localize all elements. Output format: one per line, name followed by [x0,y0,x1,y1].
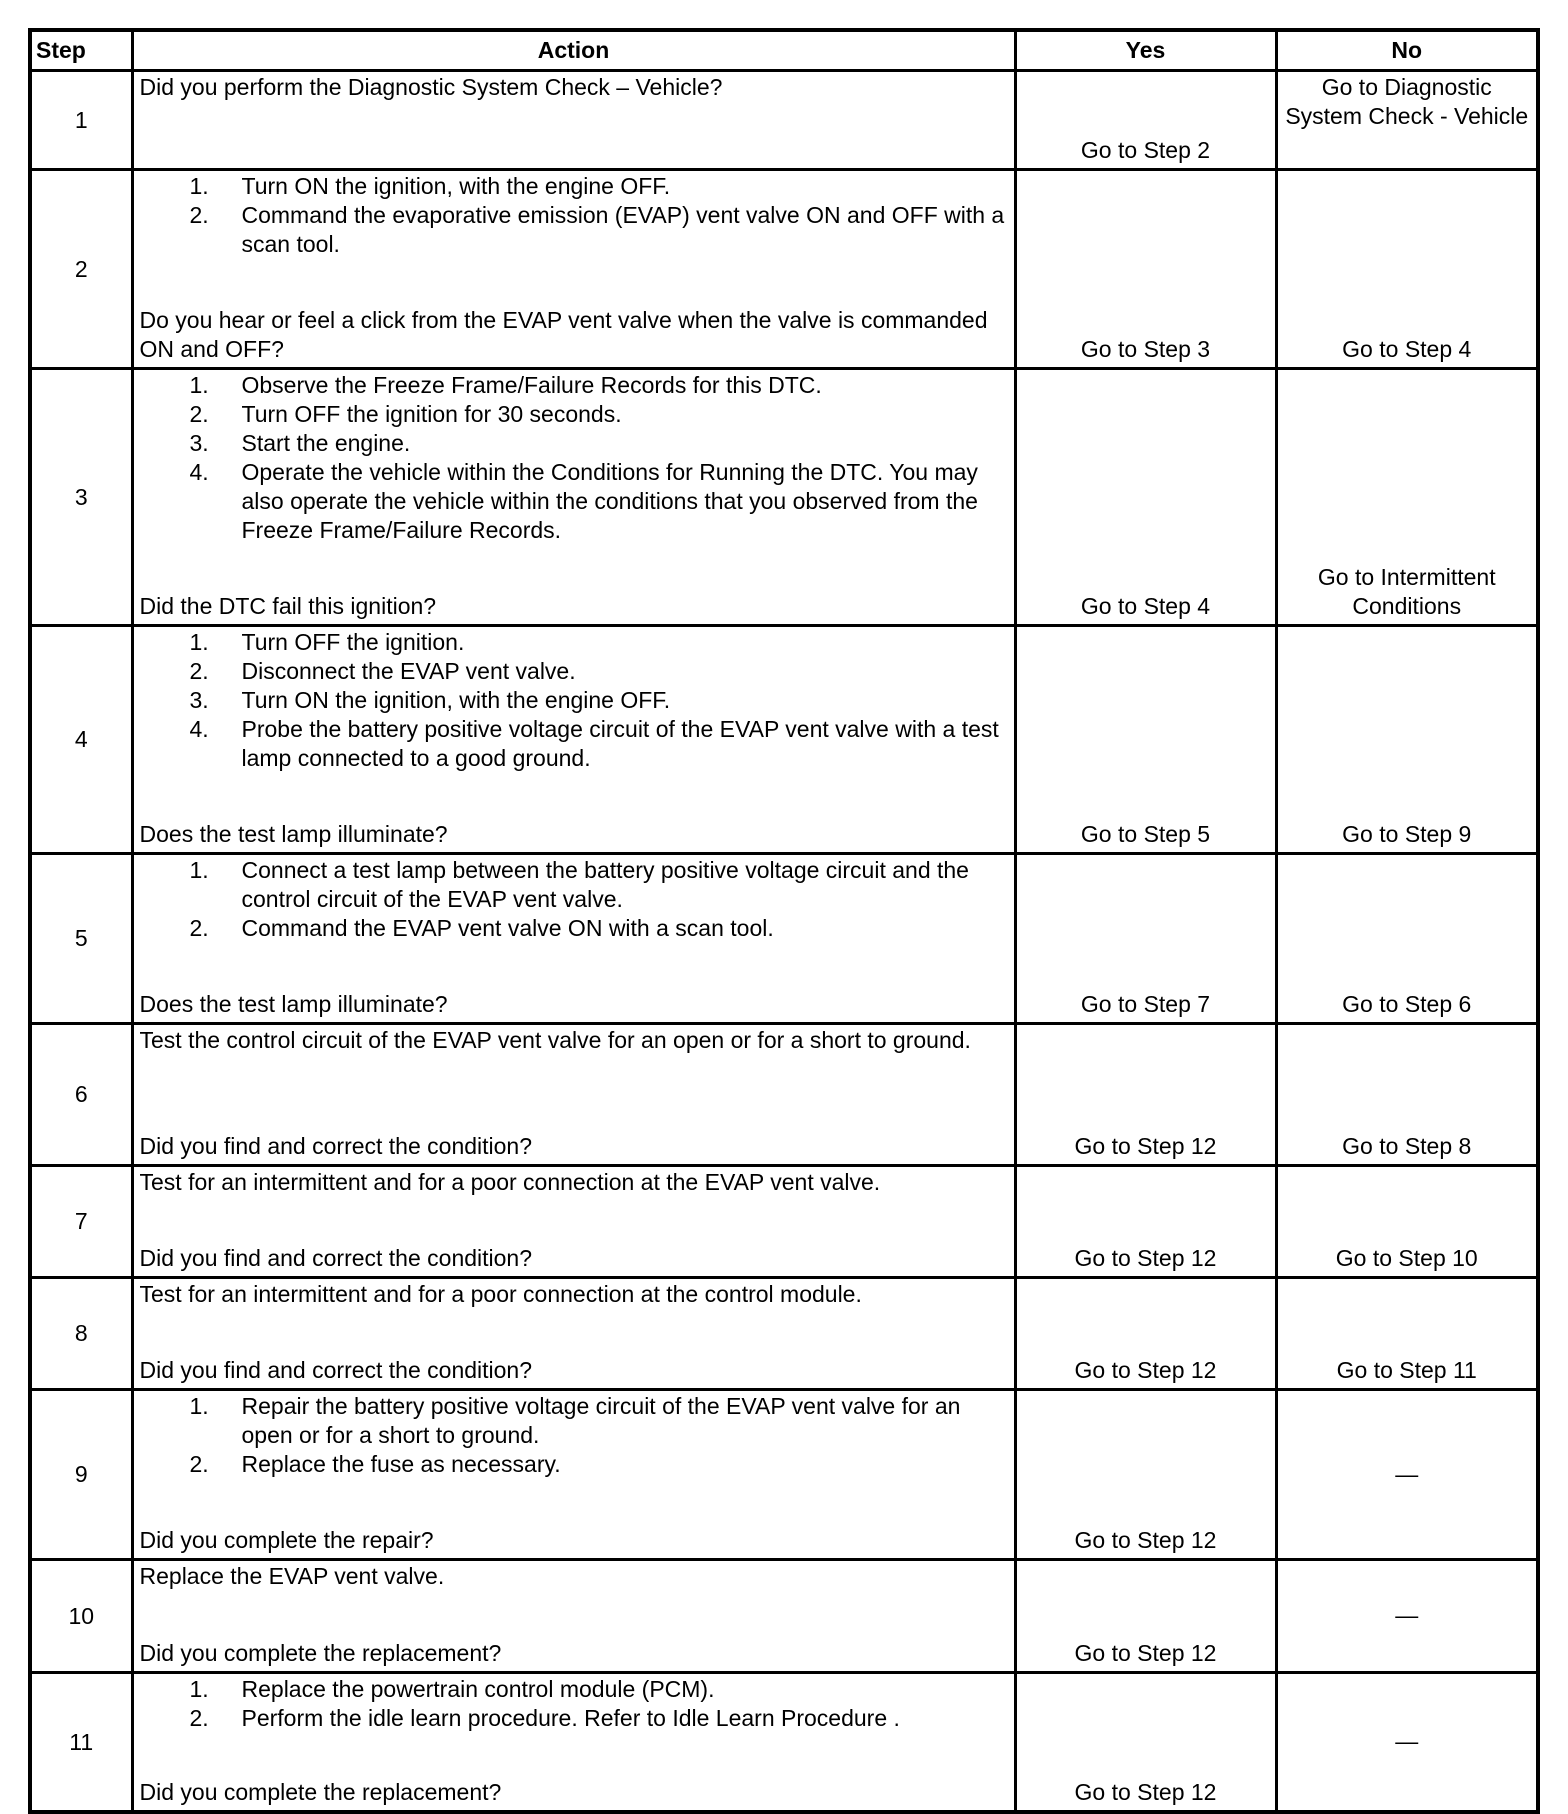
action-intro: Test for an intermittent and for a poor connection at the control module. [139,1281,862,1307]
action-question: Did you complete the replacement? [139,1640,502,1666]
step-item-number: 1. [189,629,209,655]
step-item-text: Connect a test lamp between the battery positive voltage circuit and the control circuit of the EVAP vent valve. [241,857,969,912]
yes-outcome: Go to Step 12 [1015,1166,1276,1278]
yes-outcome: Go to Step 7 [1015,854,1276,1024]
yes-outcome: Go to Step 12 [1015,1278,1276,1390]
action-steps-list [140,628,1006,773]
table-row [30,1390,1538,1560]
action-step-item [140,715,1006,773]
table-row [30,1166,1538,1278]
step-number: 7 [30,1166,132,1278]
step-item-number: 2. [189,401,209,427]
step-item-text: Operate the vehicle within the Conditions for Running the DTC. You may also operate the vehicle within the conditions that you observed from the Freeze Frame/Failure Records. [241,459,978,543]
no-outcome: — [1276,1390,1538,1560]
no-outcome: Go to Diagnostic System Check - Vehicle [1276,71,1538,170]
action-cell [132,71,1015,170]
table-row [30,369,1538,626]
table-row [30,170,1538,369]
yes-outcome: Go to Step 12 [1015,1560,1276,1673]
diagnostic-table [28,28,1540,1814]
table-row [30,854,1538,1024]
action-intro: Test the control circuit of the EVAP vent valve for an open or for a short to ground. [139,1027,971,1053]
no-outcome: Go to Step 11 [1276,1278,1538,1390]
action-step-item [140,628,1006,657]
step-item-text: Turn ON the ignition, with the engine OFF. [241,173,671,199]
action-question: Did you find and correct the condition? [139,1245,533,1271]
step-number: 11 [30,1673,132,1813]
step-number: 6 [30,1024,132,1166]
table-row [30,71,1538,170]
action-step-item [140,201,1006,259]
step-item-text: Turn ON the ignition, with the engine OFF. [241,687,671,713]
action-cell [132,854,1015,1024]
action-step-item [140,914,1006,943]
action-cell [132,626,1015,854]
action-question: Did you find and correct the condition? [139,1357,533,1383]
header-yes: Yes [1015,30,1276,71]
step-item-number: 2. [189,1705,209,1731]
yes-outcome: Go to Step 5 [1015,626,1276,854]
header-row [30,30,1538,71]
action-intro: Replace the EVAP vent valve. [139,1563,445,1589]
step-number: 8 [30,1278,132,1390]
action-steps-list [140,1675,1006,1733]
no-outcome: Go to Intermittent Conditions [1276,369,1538,626]
step-item-text: Turn OFF the ignition for 30 seconds. [241,401,622,427]
step-item-text: Start the engine. [241,430,411,456]
action-cell [132,1024,1015,1166]
action-step-item [140,686,1006,715]
step-item-number: 1. [189,1676,209,1702]
step-item-text: Replace the fuse as necessary. [241,1451,561,1477]
action-step-item [140,371,1006,400]
step-item-text: Probe the battery positive voltage circuit of the EVAP vent valve with a test lamp connected to a good ground. [241,716,999,771]
table-row [30,1024,1538,1166]
action-step-item [140,1392,1006,1450]
step-item-text: Perform the idle learn procedure. Refer to Idle Learn Procedure . [241,1705,900,1731]
step-item-number: 1. [189,1393,209,1419]
yes-outcome: Go to Step 12 [1015,1024,1276,1166]
action-intro: Did you perform the Diagnostic System Check – Vehicle? [139,74,723,100]
step-item-number: 1. [189,173,209,199]
no-outcome: Go to Step 10 [1276,1166,1538,1278]
action-question: Did the DTC fail this ignition? [139,593,437,619]
action-intro: Test for an intermittent and for a poor connection at the EVAP vent valve. [139,1169,881,1195]
action-question: Do you hear or feel a click from the EVAP vent valve when the valve is commanded ON and OFF? [139,307,988,362]
no-outcome: Go to Step 4 [1276,170,1538,369]
action-question: Does the test lamp illuminate? [139,991,448,1017]
step-item-number: 2. [189,915,209,941]
action-step-item [140,429,1006,458]
step-item-number: 3. [189,687,209,713]
action-cell [132,1166,1015,1278]
action-step-item [140,856,1006,914]
step-item-text: Disconnect the EVAP vent valve. [241,658,576,684]
action-question: Did you complete the repair? [139,1527,434,1553]
table-body [30,71,1538,1813]
action-cell [132,1390,1015,1560]
action-steps-list [140,172,1006,259]
yes-outcome: Go to Step 4 [1015,369,1276,626]
step-number: 10 [30,1560,132,1673]
no-outcome: Go to Step 9 [1276,626,1538,854]
action-cell [132,1278,1015,1390]
step-item-number: 2. [189,658,209,684]
step-number: 2 [30,170,132,369]
step-item-text: Observe the Freeze Frame/Failure Records for this DTC. [241,372,822,398]
action-step-item [140,657,1006,686]
yes-outcome: Go to Step 12 [1015,1673,1276,1813]
step-item-number: 4. [189,459,209,485]
step-item-text: Turn OFF the ignition. [241,629,465,655]
yes-outcome: Go to Step 2 [1015,71,1276,170]
action-question: Did you find and correct the condition? [139,1133,533,1159]
step-item-text: Repair the battery positive voltage circuit of the EVAP vent valve for an open or for a short to ground. [241,1393,961,1448]
header-action: Action [132,30,1015,71]
step-item-text: Command the evaporative emission (EVAP) vent valve ON and OFF with a scan tool. [241,202,1005,257]
action-cell [132,1560,1015,1673]
table-row [30,1673,1538,1813]
action-question: Did you complete the replacement? [139,1779,502,1805]
table-row [30,1560,1538,1673]
header-step: Step [30,30,132,71]
action-cell [132,1673,1015,1813]
action-steps-list [140,1392,1006,1479]
step-number: 3 [30,369,132,626]
action-steps-list [140,856,1006,943]
step-item-text: Replace the powertrain control module (PCM). [241,1676,715,1702]
action-cell [132,170,1015,369]
table-row [30,626,1538,854]
table-row [30,1278,1538,1390]
action-question: Does the test lamp illuminate? [139,821,448,847]
no-outcome: — [1276,1560,1538,1673]
step-item-number: 4. [189,716,209,742]
no-outcome: — [1276,1673,1538,1813]
action-cell [132,369,1015,626]
step-number: 1 [30,71,132,170]
step-number: 5 [30,854,132,1024]
step-number: 4 [30,626,132,854]
no-outcome: Go to Step 8 [1276,1024,1538,1166]
action-step-item [140,172,1006,201]
step-item-number: 2. [189,1451,209,1477]
action-step-item [140,1675,1006,1704]
no-outcome: Go to Step 6 [1276,854,1538,1024]
step-item-number: 1. [189,857,209,883]
step-item-number: 1. [189,372,209,398]
step-item-number: 2. [189,202,209,228]
yes-outcome: Go to Step 12 [1015,1390,1276,1560]
step-item-number: 3. [189,430,209,456]
action-steps-list [140,371,1006,545]
yes-outcome: Go to Step 3 [1015,170,1276,369]
action-step-item [140,458,1006,545]
action-step-item [140,400,1006,429]
action-step-item [140,1450,1006,1479]
step-item-text: Command the EVAP vent valve ON with a scan tool. [241,915,774,941]
step-number: 9 [30,1390,132,1560]
header-no: No [1276,30,1538,71]
action-step-item [140,1704,1006,1733]
